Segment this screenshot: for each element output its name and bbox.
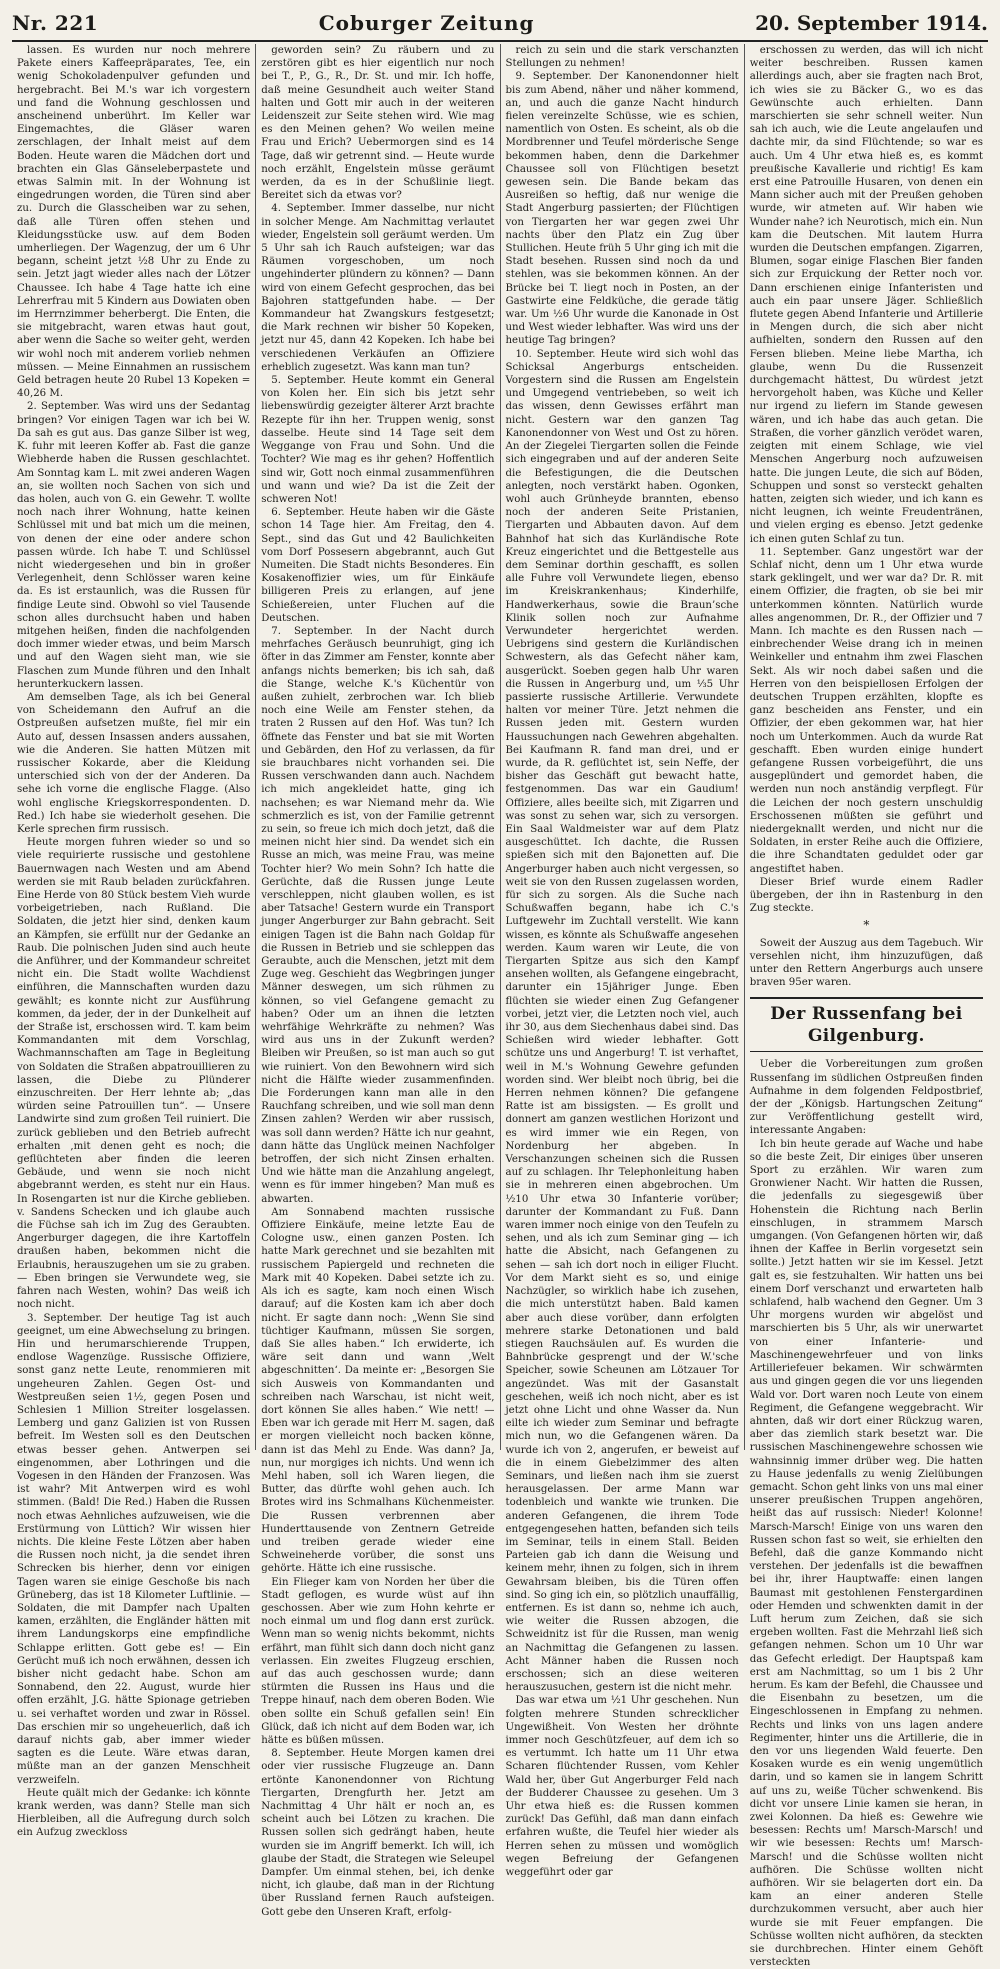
section-separator-star: * bbox=[863, 918, 870, 933]
column-4 bbox=[744, 44, 988, 1969]
paragraph: erschossen zu werden, das will ich nicht weiter beschreiben. Russen kamen allerdings auch, aber sie fragten nach Brot, ich wies sie zu Bäcker G., wo es das Gewünschte auch erhielten. Dann marschierten sie sehr schnell weiter. Nun sah ich auch, wie die Leute angelaufen und dachte mir, da sind Flüchtende; so war es auch. Um 4 Uhr etwa hieß es, es kommt preußische Kavallerie und richtig! Es kam erst eine Patrouille Husaren, von denen ein Mann sicher auch mit der Preußen gehoben wurde, wir atmeten auf. Wir haben wie Wunder nahe? ich Neurotisch, mich ein. Nun kam die Deutschen. Mit lautem Hurra wurden die Deutschen empfangen. Zigarren, Blumen, sogar einige Flaschen Bier fanden sich zur Erquickung der Retter noch vor. Dann erschienen einige Infanteristen und auch ein paar unsere Jäger. Schließlich flutete gegen Abend Infanterie und Artillerie in Mengen durch, die sich aber nicht aufhielten, sondern den Russen auf den Fersen blieben. Meine liebe Martha, ich glaube, wenn Du die Russenzeit durchgemacht hättest, Du würdest jetzt hervorgeholt haben, was Küche und Keller nur irgend zu liefern im Stande gewesen wären, und ich habe das auch getan. Die Straßen, die vorher gänzlich verödet waren, zeigten mit einem Schlage, wie viel Menschen Angerburg noch aufzuweisen hatte. Die jungen Leute, die sich auf Böden, Schuppen und sonst so versteckt gehalten hatten, zeigten sich wieder, und ich kann es nicht leugnen, ich weinte Freudentränen, und vielen erging es ebenso. Jetzt gedenke ich einen guten Schlaf zu tun. bbox=[749, 45, 983, 545]
paragraph: Heute quält mich der Gedanke: ich könnte krank werden, was dann? Stelle man sich Hierbleiben, all die Aufregung durch solch ein Aufzug zweckloss bbox=[17, 1787, 251, 1839]
paragraph: 11. September. Ganz ungestört war der Schlaf nicht, denn um 1 Uhr etwa wurde stark geklingelt, und wer war da? Dr. R. mit einem Offizier, die fragten, ob sie bei mir unterkommen könnten. Natürlich wurde alles angenommen, Dr. R., der Offizier und 7 Mann. Ich machte es den Russen nach — einbrechender Weise drang ich in meinen Weinkeller und entnahm ihm zwei Flaschen Sekt. Als wir noch dabei saßen und die Herren von den beispiellosen Erfolgen der deutschen Truppen erzählten, klopfte es ganz bescheiden ans Fenster, und ein Offizier, der eben gekommen war, hat hier noch um Unterkommen. Auch da wurde Rat geschafft. Eben wurden einige hundert gefangene Russen vorbeigeführt, die uns ausgeplündert und gemordet haben, die werden nun noch anständig verpflegt. Für die Leichen der noch gestern unschuldig Erschossenen müßten sie geführt und niedergeknallt werden, und nicht nur die Soldaten, in erster Reihe auch die Offiziere, die ihre Schandtaten geduldet oder gar angestiftet haben. bbox=[749, 546, 983, 875]
paragraph: geworden sein? Zu räubern und zu zerstören gibt es hier eigentlich nur noch bei T., P., G., R., Dr. St. und mir. Ich hoffe, daß meine Gesundheit auch weiter Stand halten und Gott mir auch in der weiteren Leidenszeit zur Seite stehen wird. Wie mag es den Meinen gehen? Wo weilen meine Frau und Erich? Uebermorgen sind es 14 Tage, daß wir getrennt sind. — Heute wurde noch erzählt, Engelstein müsse geräumt werden, da es in der Schußlinie liegt. Bereitet sich da etwas vor? bbox=[261, 45, 495, 202]
article-paragraph: Ich bin heute gerade auf Wache und habe so die beste Zeit, Dir einiges über unseren Sport zu erzählen. Wir waren zum Gronwiener Nacht. Wir hatten die Russen, die jedenfalls zu siegesgewiß über Hohenstein die Richtung nach Berlin einschlugen, in strammem Marsch umgangen. (Von Gefangenen hörten wir, daß ihnen der Kaffee in Berlin vorgesetzt sein sollte.) Jetzt hatten wir sie im Kessel. Jetzt galt es, sie festzuhalten. Wir hatten uns bei einem Dorf verschanzt und erwarteten halb schlafend, halb wachend den Gegner. Um 3 Uhr morgens wurden wir abgelöst und marschierten bis 5 Uhr, als wir unerwartet von einer Infanterie- und Maschinengewehrfeuer und von links Artilleriefeuer bekamen. Wir schwärmten aus und gingen gegen die vor uns liegenden Wald vor. Dort waren noch Leute von einem Regiment, die Gefangene weggebracht. Wir ahnten, daß wir dort einer Rückzug waren, aber das ziemlich stark besetzt war. Die russischen Maschinengewehre schossen wie wahnsinnig immer drüber weg. Die hatten zu Hause jedenfalls zu wenig Zielübungen gemacht. Schon geht links von uns mal einer unserer preußischen Truppen angehören, heißt das auf russisch: Nieder! Kolonne! Marsch-Marsch! Einige von uns waren den Russen schon fast so weit, sie erhielten den Befehl, daß die ganze Kommando nicht verstehen. Der jedenfalls ist die bewaffnen bei ihr, ihrer Hauptwaffe: einen langen Baumast mit gestohlenen Fenstergardinen oder Hemden und schwenkten damit in der Luft herum zum Zeichen, daß sie sich ergeben wollten. Fast die Mehrzahl ließ sich gefangen nehmen. Schon um 10 Uhr war das Gefecht erledigt. Der Hauptspaß kam erst am Nachmittag, so um 1 bis 2 Uhr herum. Es kam der Befehl, die Chaussee und die Eisenbahn zu besetzen, um die Eingeschlossenen in Empfang zu nehmen. Rechts und links von uns lagen andere Regimenter, hinter uns die Artillerie, die in den vor uns liegenden Wald feuerte. Den Kosaken wurde es ein wenig ungemütlich darin, und so kamen sie in langem Schritt auf uns zu, weiße Tücher schwenkend. Bis dicht vor unsere Linie kamen sie heran, in zwei Kolonnen. Da hieß es: Gewehre wie besessen: Rechts um! Marsch-Marsch! und wir wie besessen: Rechts um! Marsch-Marsch! und die Schüsse wollten nicht aufhören. Die Schüsse wollten nicht aufhören. Wir sie belagerten dort ein. Da kam an einer anderen Stelle durchzukommen versucht, aber auch hier wurde sie mit Feuer empfangen. Die Schüsse wollten nicht aufhören, da steckten sie durchbrechen. Hinter einem Gehöft versteckten bbox=[749, 1138, 983, 1969]
paragraph: 5. September. Heute kommt ein General von Kolen her. Ein sich bis jetzt sehr liebenswürdig gezeigter älterer Arzt brachte Rezepte für ihn her. Truppen wenig, sonst dasselbe. Heute sind 14 Tage seit dem Weggange von Frau und Sohn. Und die Tochter? Wie mag es ihr gehen? Hoffentlich sind wir, Gott noch einmal zusammenführen und wann und wie? Da ist die Zeit der schweren Not! bbox=[261, 375, 495, 505]
column-2 bbox=[255, 44, 499, 1918]
newspaper-title: Coburger Zeitung bbox=[318, 11, 535, 35]
paragraph: Ein Flieger kam von Norden her über die Stadt geflogen, es wurde wüst auf ihn geschossen. Aber wie zum Hohn kehrte er noch einmal um und flog dann erst zurück. Wenn man so wenig nichts bekommt, nichts erfährt, man fühlt sich dann doch nicht ganz verlassen. Ein zweites Flugzeug erschien, auf das auch geschossen wurde; dann stürmten die Russen ins Haus und die Treppe hinauf, nach dem oberen Boden. Wie oben sollte ein Schuß gefallen sein! Ein Glück, daß ich nicht auf dem Boden war, ich hätte es büßen müssen. bbox=[261, 1576, 495, 1746]
paragraph: 10. September. Heute wird sich wohl das Schicksal Angerburgs entscheiden. Vorgestern sind die Russen am Engelstein und Umgegend ventriebeben, so weit ich das wissen, denn Gewisses erfährt man nicht. Gestern war den ganzen Tag Kanonendonner von West und Ost zu hören. An der Ziegelei Tiergarten sollen die Feinde sich eingegraben und auf der anderen Seite die Befestigungen, die die Deutschen anlegten, noch verstärkt haben. Ogonken, wohl auch Grünheyde brannten, ebenso noch der anderen Seite Pristanien, Tiergarten und Abbauten davon. Auf dem Bahnhof hat sich das Kurländische Rote Kreuz eingerichtet und die Bettgestelle aus dem Seminar dorthin geschafft, es sollen alle Fuhre voll Verwundete liegen, ebenso im Kreiskrankenhaus; Kinderhilfe, Handwerkerhaus, sowie die Braun’sche Klinik sollen noch zur Aufnahme Verwundeter hergerichtet werden. Uebrigens sind gestern die Kurländischen Schwestern, als das Gefecht näher kam, ausgerückt. Soeben gegen halb Uhr waren die Russen in Angerburg und, um ⅓5 Uhr passierte russische Artillerie. Verwundete halten vor meiner Türe. Jetzt nehmen die Russen jeden mit. Gestern wurden Haussuchungen nach Gewehren abgehalten. Bei Kaufmann R. fand man drei, und er wurde, da R. geflüchtet ist, sein Neffe, der bisher das Geschäft gut bewacht hatte, festgenommen. Das war ein Gaudium! Offiziere, alles beeilte sich, mit Zigarren und was sonst zu sehen war, sich zu versorgen. Ein Saal Waldmeister war auf dem Platz ausgeschüttet. Ich dachte, die Russen spießen sich mit den Bajonetten auf. Die Angerburger haben auch nicht vergessen, so weit sie von den Russen zugelassen worden, für sich zu sorgen. Als die Suche nach Schußwaffen begann, habe ich C.'s Luftgewehr im Zuchtall verstellt. Wie kann wissen, es könnte als Schußwaffe angesehen werden. Kaum waren wir Leute, die von Tiergarten Spitze aus sich den Kampf ansehen wollten, als Gefangene eingebracht, darunter ein 15jähriger Junge. Eben flüchten sie wieder einen Zug Gefangener vorbei, jetzt vier, die Letzten noch viel, auch ihr 30, aus dem Siechenhaus dabei sind. Das Schießen wird wieder lebhafter. Gott schütze uns und Angerburg! T. ist verhaftet, weil in M.'s Wohnung Gewehre gefunden worden sind. Wer bleibt noch übrig, bei die Herren nehmen können? Die gefangene Ratte ist am bissigsten. — Es grollt und donnert am ganzen westlichen Horizont und es wird immer wie ein Regen, von Nordenburg her abgeben. In Verschanzungen scheinen sich die Russen auf zu schlagen. Ihr Telephonleitung haben sie in mehreren einen abgebrochen. Um ½10 Uhr etwa 30 Infanterie vorüber; darunter der Kommandant zu Fuß. Dann waren immer noch einige von den Teufeln zu sehen, und als ich zum Seminar ging — ich hatte die Absicht, nach Gefangenen zu sehen — sah ich dort noch in eiliger Flucht. Vor dem Markt sieht es so, und einige Nachzügler, so wirklich habe ich zusehen, die mich unterstützt haben. Bald kamen aber auch diese vorüber, dann erfolgten mehrere starke Detonationen und bald stiegen Rauchsäulen auf. Es wurden die Bahnbrücke gesprengt und der W.'sche Speicher, sowie Scheunen am Lötzauer Tor angezündet. Was mit der Gasanstalt geschehen, weiß ich noch nicht, aber es ist jetzt ohne Licht und ohne Wasser da. Nun eilte ich wieder zum Seminar und befragte mich nun, wo die Gefangenen wären. Da wurde ich von 2, angerufen, er beweist auf die in einem Giebelzimmer des alten Seminars, und ließen nach ihm sie zuerst herausgelassen. Der arme Mann war todenbleich und wankte wie trunken. Die anderen Gefangenen, die ihrem Tode entgegengesehen hatten, befanden sich teils im Seminar, teils in einem Stall. Beiden Parteien gab ich dann die Weisung und keinem mehr, ihnen zu folgen, sich in ihrem Gewahrsam bleiben, bis die Türen offen sind. So ging ich ein, so plötzlich unauffällig, entfernen. Es ist dann so, nehme ich auch, wie weiter die Russen abzogen, die Schweidnitz ist für die Russen, man wenig an Nachmittag die Gefangenen zu lassen. Acht Männer haben die Russen noch erschossen; sich an diese weiteren herauszusuchen, gestern ist die nicht mehr. bbox=[505, 348, 739, 1694]
masthead-rule bbox=[12, 40, 988, 42]
paragraph: 2. September. Was wird uns der Sedantag bringen? Vor einigen Tagen war ich bei W. Da sah es gut aus. Das ganze Silber ist weg, K. fuhr mit leeren Koffer ab. Fast die ganze Wiebherde haben die Russen geschlachtet. Am Sonntag kam L. mit zwei anderen Wagen an, sie wollten noch Sachen von sich und das holen, auch von G. ein Gewehr. T. wollte noch nach ihrer Wohnung, hatte keinen Schlüssel mit und bat mich um die meinen, von denen der eine oder andere schon passen würde. Ich habe T. und Schlüssel nicht wiedergesehen und bin in großer Verlegenheit, denn Schlösser waren keine da. Es ist erstaunlich, was die Russen für findige Leute sind. Obwohl so viel Tausende schon alles durchsucht haben und haben mitgehen heißen, finden die nachfolgenden doch immer wieder etwas, und beim Marsch und auf den Wagen sieht man, wie sie Flaschen zum Munde führen und den Inhalt herunterkuckern lassen. bbox=[17, 401, 251, 690]
issue-number: Nr. 221 bbox=[12, 11, 99, 35]
column-1 bbox=[12, 44, 255, 1839]
closing-paragraph bbox=[750, 937, 983, 990]
paragraph: Am Sonnabend machten russische Offiziere Einkäufe, meine letzte Eau de Cologne usw., einen ganzen Posten. Ich hatte Mark gerechnet und sie bezahlten mit russischem Papiergeld und rechneten die Mark mit 40 Kopeken. Dabei setzte ich zu. Als ich es sagte, kam noch einen Wisch darauf; auf die Kosten kam ich aber doch nicht. Er sagte dann noch: „Wenn Sie sind tüchtiger Kaufmann, müssen Sie sorgen, daß Sie alles haben.“ Ich erwiderte, ich wäre seit dann und wann ‚Welt abgeschnitten‘. Da meinte er: „Besorgen Sie sich Ausweis von Kommandanten und schreiben nach Warschau, ist nicht weit, dort können Sie alles haben.“ Wie nett! — Eben war ich gerade mit Herr M. sagen, daß er morgen vielleicht noch backen könne, dann ist das Mehl zu Ende. Was dann? Ja, nun, nur morgiges ich nichts. Und wenn ich Mehl haben, soll ich Waren liegen, die Butter, das dürfte wohl gehen auch. Ich Brotes wird ins Schmalhans Küchenmeister. Die Russen verbrennen aber Hunderttausende von Zentnern Getreide und treiben gerade wieder eine Schweineherde vorüber, die sonst uns gehörte. Hätte ich eine russische. bbox=[261, 1206, 495, 1575]
closing-text: Soweit der Auszug aus dem Tagebuch. Wir versehlen nicht, ihm hinzuzufügen, daß unter den Rettern Angerburgs auch unsere braven 95er waren. bbox=[749, 937, 983, 989]
article-paragraph: Ueber die Vorbereitungen zum großen Russenfang im südlichen Ostpreußen finden Aufnahme in dem folgenden Feldpostbrief, der der „Königsb. Hartungschen Zeitung“ zur Veröffentlichung gestellt wird, interessante Angaben: bbox=[749, 1059, 983, 1137]
paragraph: reich zu sein und die stark verschanzten Stellungen zu nehmen! bbox=[505, 45, 739, 70]
article-headline: Der Russenfang bei Gilgenburg. bbox=[750, 997, 983, 1052]
text-columns bbox=[12, 44, 988, 1969]
paragraph: 7. September. In der Nacht durch mehrfaches Geräusch beunruhigt, ging ich öfter in das Zimmer am Fenster, konnte aber anfangs nichts bemerken; bis ich sah, daß die Stange, welche K.'s Küchentür von außen zuhielt, zerbrochen war. Ich blieb noch eine Weile am Fenster stehen, da traten 2 Russen auf den Hof. Was tun? Ich öffnete das Fenster und bat sie mit Worten und Gebärden, den Hof zu verlassen, da für sie brauchbares nicht vorhanden sei. Die Russen verschwanden dann auch. Nachdem ich mich angekleidet hatte, ging ich nachsehen; es war Niemand mehr da. Wie schmerzlich es ist, von der Familie getrennt zu sein, so freue ich mich doch jetzt, daß die meinen nicht hier sind. Da wendet sich ein Russe an mich, was meine Frau, was meine Tochter hier? Wo mein Sohn? Ich hatte die Gerüchte, daß die Russen junge Leute verschleppen, nicht glauben wollen, es ist aber Tatsache! Gestern wurde ein Transport junger Angerburger zur Bahn gebracht. Seit einigen Tagen ist die Bahn nach Goldap für die Russen in Betrieb und sie schleppen das Geraubte, auch die Menschen, jetzt mit dem Zuge weg. Geschieht das Wegbringen junger Männer deswegen, um sich rühmen zu können, so viel Gefangene gemacht zu haben? Oder um an ihnen die letzten wehrfähige Wehrkräfte zu nehmen? Was wird aus uns in der Zukunft werden? Bleiben wir Preußen, so ist man auch so gut wie ruiniert. Von den Bewohnern wird sich nicht die Hälfte wieder zusammenfinden. Die Forderungen kann man alle in den Rauchfang schreiben, und wie soll man denn Zinsen zahlen? Werden wir aber russisch, was soll dann werden? Hätte ich nur geahnt, dann hätte das Unglück meinen Nachfolger betroffen, der sich nicht Zinsen erhalten. Und wie hätte man die Anzahlung angelegt, wenn es für immer hingeben? Man muß es abwarten. bbox=[261, 625, 495, 1205]
paragraph: 8. September. Heute Morgen kamen drei oder vier russische Flugzeuge an. Dann ertönte Kanonendonner von Richtung Tiergarten, Drengfurth her. Jetzt am Nachmittag 4 Uhr hält er noch an, es scheint auch bei Lötzen zu krachen. Die Russen sollen sich gedrängt haben, heute wurden sie im Angriff bemerkt. Ich will, ich glaube der Stadt, die Strategen wie Seleupel Dampfer. Um einmal stehen, bei, ich denke nicht, ich glaube, daß man in der Richtung über Russland fernen Rauch aufsteigen. Gott gebe den Unseren Kraft, erfolg- bbox=[261, 1748, 495, 1918]
paragraph: Heute morgen fuhren wieder so und so viele requirierte russische und gestohlene Bauernwagen nach Westen und am Abend werden sie mit Raub beladen zurückfahren. Eine Herde von 80 Stück bestem Vieh wurde vorbeigetrieben, nach Rußland. Die Soldaten, die jetzt hier sind, denken kaum an Kämpfen, sie erfüllt nur der Gedanke an Raub. Die polnischen Juden sind auch heute die Anführer, und der Kommandeur schreitet nicht ein. Die Stadt wollte Wachdienst einführen, die Mannschaften wurden dazu gewählt; es konnte nicht zur Ausführung kommen, da jeder, der in der Dunkelheit auf der Straße ist, erschossen wird. T. kam beim Kommandanten mit dem Vorschlag, Wachmannschaften am Tage in Begleitung von Soldaten die Straßen abpatrouillieren zu lassen, die Diebe zu Plünderer einzuschreiten. Der Herr lehnte ab; „das würden seine Patrouillen tun“. — Unsere Landwirte sind zum großen Teil ruiniert. Die zurück geblieben und den Betrieb aufrecht erhalten ,mit denen geht es noch; die geflüchteten aber finden die leeren Gebäude, und wenn sie noch nicht abgebrannt werden, es steht nur ein Haus. In Rosengarten ist nur die Kirche geblieben. v. Sandens Schecken und ich glaube auch die Füchse sah ich im Zug des Geraubten. Angerburger dagegen, die ihre Kartoffeln draußen haben, bekommen nicht die Erlaubnis, herauszugehen um sie zu graben. — Eben bringen sie Verwundete weg, sie fahren nach Westen, wohin? Das weiß ich noch nicht. bbox=[17, 837, 251, 1311]
paragraph: Am demselben Tage, als ich bei General von Scheidemann den Aufruf an die Ostpreußen aufsetzen mußte, fiel mir ein Auto auf, dessen Insassen anders aussahen, wie die Anderen. Sie hatten Mützen mit russischer Kokarde, aber die Kleidung unterschied sich von der der Anderen. Da sehe ich vorne die englische Flagge. (Also wohl englische Kriegskorrespondenten. D. Red.) Ich habe sie wiederholt gesehen. Die Kerle sprechen firm russisch. bbox=[17, 691, 251, 835]
paragraph: Das war etwa um ½1 Uhr geschehen. Nun folgten mehrere Stunden schrecklicher Ungewißheit. Von Westen her dröhnte immer noch Geschützfeuer, auf dem ich so es vertummt. Ich hatte um 11 Uhr etwa Scharen flüchtender Russen, vom Kehler Wald her, über Gut Angerburger Feld nach der Budderer Chaussee zu gesehen. Um 3 Uhr etwa hieß es: die Russen kommen zurück! Das Gefühl, daß man dann einfach erfahren wußte, die Teufel hier wieder als Herren sehen zu müssen und womöglich wegen Befreiung der Gefangenen weggeführt oder gar bbox=[505, 1695, 739, 1879]
paragraph: Dieser Brief wurde einem Radler übergeben, der ihn in Rastenburg in den Zug steckte. bbox=[749, 876, 983, 915]
paragraph: 3. September. Der heutige Tag ist auch geeignet, um eine Abwechselung zu bringen. Hin und herumarschierende Truppen, endlose Wagenzüge. Russische Offiziere, sonst ganz nette Leute, renommieren mit ungeheuren Zahlen. Gegen Ost- und Westpreußen seien 1½, gegen Posen und Schlesien 1 Million Streiter losgelassen. Lemberg und ganz Galizien ist von Russen befreit. Im Westen soll es den Deutschen etwas besser gehen. Antwerpen sei eingenommen, aber Lothringen und die Vogesen in den Händen der Franzosen. Was ist wahr? Mit Antwerpen wird es wohl stimmen. (Bald! Die Red.) Haben die Russen noch etwas Aehnliches aufzuweisen, wie die Erstürmung von Lüttich? Wir wissen hier nichts. Die kleine Feste Lötzen aber haben die Russen noch nicht, ja die sendet ihren Schrecken bis hierher, denn vor einigen Tagen waren sie einige Geschoße bis nach Grüneberg, das ist 18 Kilometer Luftlinie. — Soldaten, die mit Dampfer nach Upalten kamen, erzählten, die Engländer hätten mit ihrem Landungskorps eine empfindliche Schlappe erlitten. Gott gebe es! — Ein Gerücht muß ich noch erwähnen, dessen ich bisher nicht gedacht habe. Schon am Sonnabend, den 22. August, wurde hier offen erzählt, J.G. hätte Spionage getrieben u. sei verhaftet worden und zwar in Rössel. Das erschien mir so ungeheuerlich, daß ich darauf nichts gab, aber immer wieder sagten es die Leute. Wäre etwas daran, müßte man an der ganzen Menschheit verzweifeln. bbox=[17, 1312, 251, 1786]
masthead bbox=[12, 8, 988, 38]
column-3 bbox=[500, 44, 744, 1879]
paragraph: lassen. Es wurden nur noch mehrere Pakete einers Kaffeepräparates, Tee, ein wenig Schokoladenpulver gefunden und hergebracht. Bei M.'s war ich vorgestern und fand die Wohnung geschlossen und anscheinend unberührt. Im Keller war Eingemachtes, die Gläser waren zerschlagen, der Inhalt meist auf dem Boden. Heute waren die Mädchen dort und brachten ein Glas Gänseleberpastete und etwas Salmin mit. In der Wohnung ist eingedrungen worden, die Türen sind aber zu. Durch die Glasscheiben war zu sehen, daß alle Türen offen stehen und Kleidungsstücke usw. auf dem Boden umherliegen. Der Wagenzug, der um 6 Uhr begann, scheint jetzt ½8 Uhr zu Ende zu sein. Jetzt jagt wieder alles nach der Lötzer Chaussee. Ich habe 4 Tage hatte ich eine Lehrerfrau mit 5 Kindern aus Dowiaten oben im Herrnzimmer beherbergt. Die Enten, die sie mitgebracht, waren etwas haut gout, aber wenn die Sache so weiter geht, werden wir wohl noch mit anderem vorlieb nehmen müssen. — Meine Einnahmen an russischem Geld betragen heute 20 Rubel 13 Kopeken = 40,26 M. bbox=[17, 45, 251, 400]
paragraph: 9. September. Der Kanonendonner hielt bis zum Abend, näher und näher kommend, an, und auch die ganze Nacht hindurch fielen vereinzelte Schüsse, wie es schien, namentlich von Osten. Es scheint, als ob die Mordbrenner und Teufel mörderische Senge bekommen haben, denn die Darkehmer Chaussee soll von Flüchtigen besetzt gewesen sein. Die Bande bekam das Ausreißen so heftig, daß nur wenige die Stadt Angerburg passierten; der Flüchtigen von Tiergarten her war gegen zwei Uhr nachts über den Platz ein Zug über Stullichen. Heute früh 5 Uhr ging ich mit die Stadt besehen. Russen sind noch da und stehlen, was sie bekommen können. An der Brücke bei T. liegt noch in Posten, an der Gastwirte eine Feldküche, die gerade tätig war. Um ½6 Uhr wurde die Kanonade in Ost und West wieder lebhafter. Was wird uns der heutige Tag bringen? bbox=[505, 71, 739, 347]
issue-date: 20. September 1914. bbox=[755, 11, 988, 35]
paragraph: 6. September. Heute haben wir die Gäste schon 14 Tage hier. Am Freitag, den 4. Sept., sind das Gut und 42 Baulichkeiten vom Dorf Possesern abgebrannt, auch Gut Numeiten. Die Stadt nichts Besonderes. Ein Kosakenoffizier wies, um für Einkäufe billigeren Preis zu erlangen, auf jene Schießereien, unter Fluchen auf die Deutschen. bbox=[261, 507, 495, 624]
paragraph: 4. September. Immer dasselbe, nur nicht in solcher Menge. Am Nachmittag verlautet wieder, Engelstein soll geräumt werden. Um 5 Uhr sah ich Rauch aufsteigen; war das Räumen vorgeschoben, um noch ungehinderter plündern zu können? — Dann wird von einem Gefecht gesprochen, das bei Bajohren stattgefunden habe. — Der Kommandeur hat Zwangskurs festgesetzt; die Mark rechnen wir bisher 50 Kopeken, jetzt nur 45, dann 42 Kopeken. Ich habe bei verschiedenen Verkäufen an Offiziere erheblich zugesetzt. Was kann man tun? bbox=[261, 203, 495, 373]
